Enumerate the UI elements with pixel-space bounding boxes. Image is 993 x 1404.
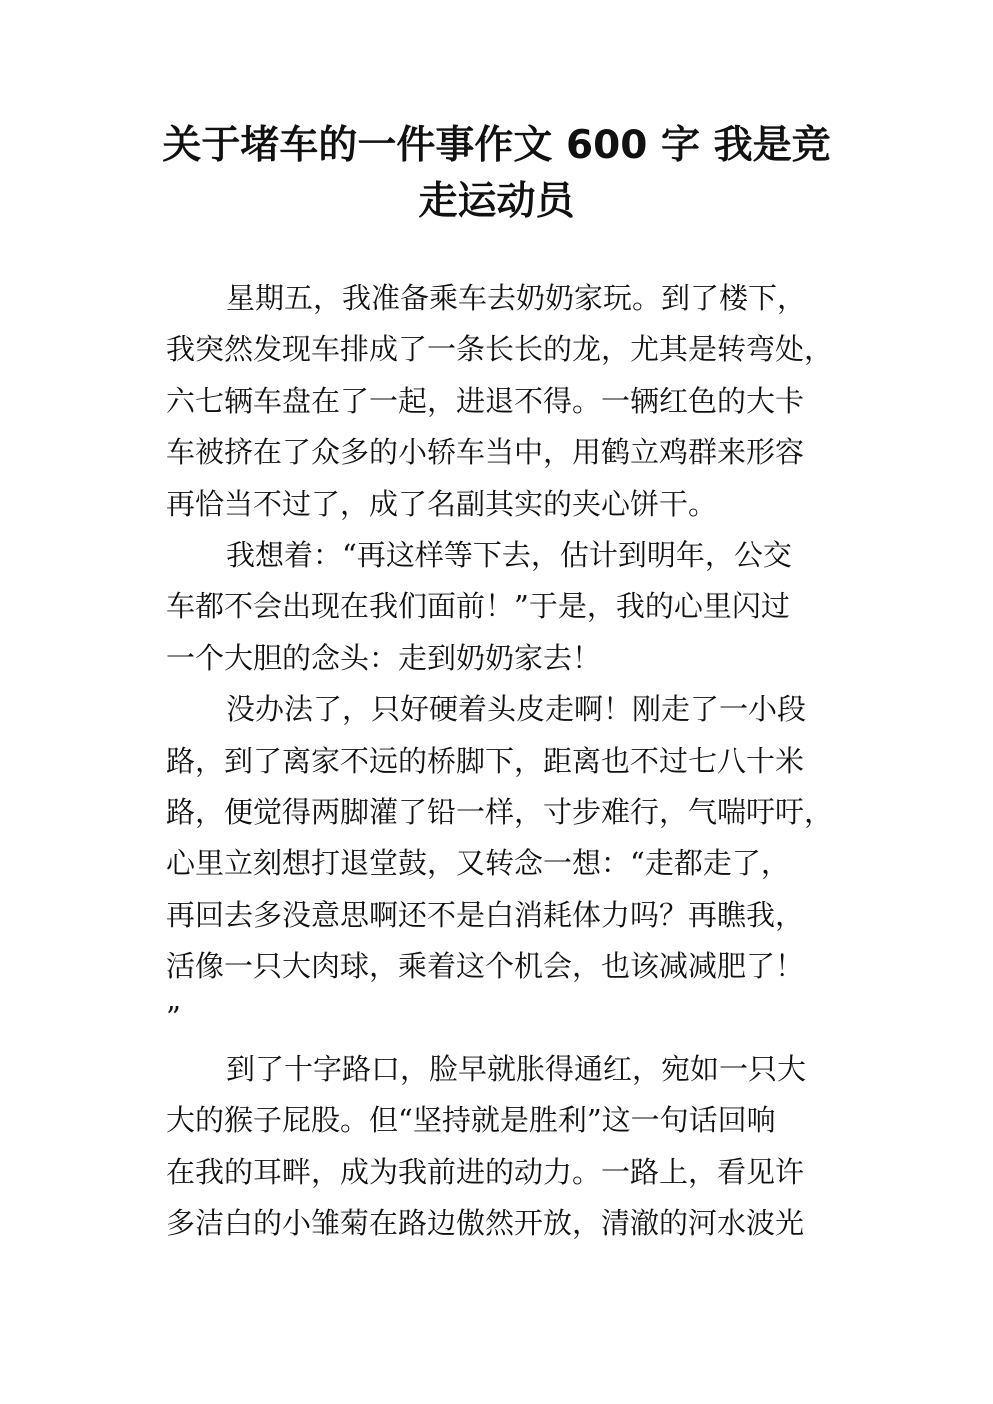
body-text-line: 再回去多没意思啊还不是白消耗体力吗？再瞧我， — [166, 897, 805, 932]
document-title — [150, 118, 843, 230]
body-text-line: 活像一只大肉球，乘着这个机会，也该减减肥了！ — [166, 949, 805, 984]
body-text-line: 在我的耳畔，成为我前进的动力。一路上，看见许 — [166, 1154, 805, 1189]
title-line: 关于堵车的一件事作文 600 字 我是竞 — [162, 123, 831, 168]
body-text-line: 心里立刻想打退堂鼓，又转念一想：“走都走了， — [166, 846, 790, 881]
body-text-line: 到了十字路口，脸早就胀得通红，宛如一只大 — [226, 1051, 807, 1086]
body-text-line: 路，便觉得两脚灌了铅一样，寸步难行，气喘吁吁， — [166, 794, 834, 829]
body-text-line: 六七辆车盘在了一起，进退不得。一辆红色的大卡 — [166, 383, 805, 418]
title-line: 走运动员 — [418, 179, 575, 224]
body-text-line: 我突然发现车排成了一条长长的龙，尤其是转弯处， — [166, 332, 834, 367]
body-text-line: 没办法了，只好硬着头皮走啊！刚走了一小段 — [226, 692, 807, 727]
body-text-line: 路，到了离家不远的桥脚下，距离也不过七八十米 — [166, 743, 805, 778]
body-text-line: 再恰当不过了，成了名副其实的夹心饼干。 — [166, 486, 718, 521]
body-text-line: 车都不会出现在我们面前！”于是，我的心里闪过 — [166, 589, 790, 624]
body-text-line: 多洁白的小雏菊在路边傲然开放，清澈的河水波光 — [166, 1206, 805, 1241]
body-text-line: 一个大胆的念头：走到奶奶家去！ — [166, 640, 602, 675]
body-text-line: ” — [166, 1000, 181, 1035]
document-body — [166, 273, 838, 1249]
body-text-line: 车被挤在了众多的小轿车当中，用鹤立鸡群来形容 — [166, 435, 805, 470]
body-text-line: 我想着：“再这样等下去，估计到明年，公交 — [226, 537, 792, 572]
body-text-line: 大的猴子屁股。但“坚持就是胜利”这一句话回响 — [166, 1103, 776, 1138]
body-text-line: 星期五，我准备乘车去奶奶家玩。到了楼下， — [226, 281, 807, 315]
